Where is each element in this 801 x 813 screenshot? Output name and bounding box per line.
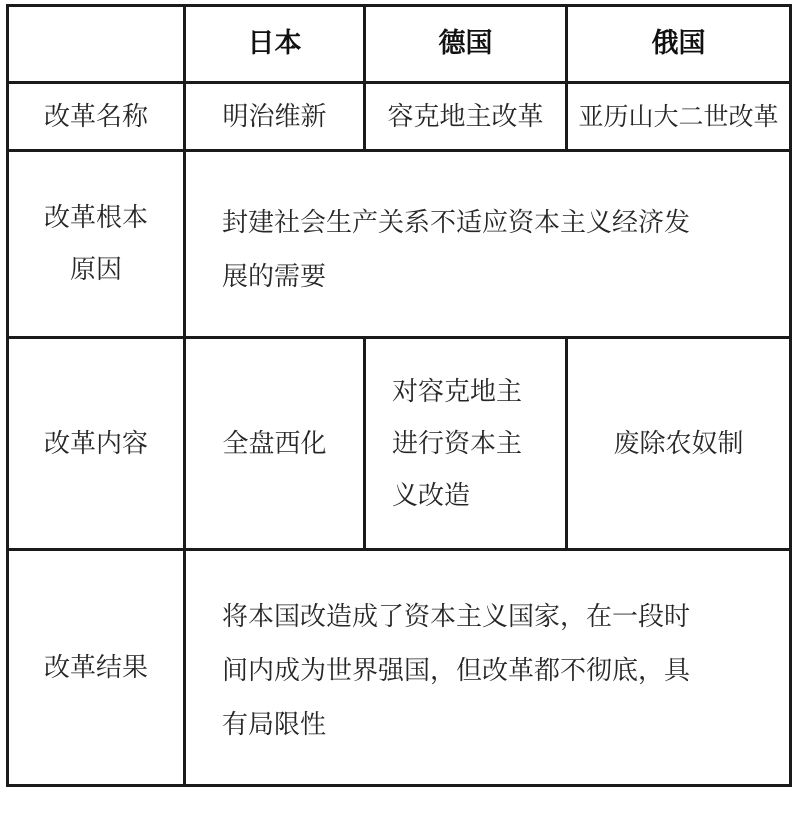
reform-result-text-line: 间内成为世界强国，但改革都不彻底，具 [222, 656, 691, 686]
reform-name-germany: 容克地主改革 [387, 101, 544, 132]
header-germany: 德国 [438, 28, 493, 59]
reform-result-text [222, 590, 782, 752]
reform-content-germany [366, 339, 565, 548]
table-border-right [789, 4, 792, 787]
root-cause-label-line: 改革根本 [43, 203, 148, 233]
row-label-reform-name: 改革名称 [43, 101, 148, 132]
reform-name-japan: 明治维新 [222, 101, 327, 132]
row-label-root-cause [9, 152, 183, 336]
row-label-reform-result: 改革结果 [43, 652, 148, 683]
reform-name-russia: 亚历山大二世改革 [578, 101, 779, 131]
row-label-reform-content: 改革内容 [43, 428, 148, 459]
reform-content-japan: 全盘西化 [222, 428, 327, 459]
reform-content-russia: 废除农奴制 [613, 428, 744, 459]
reform-result-text-line: 将本国改造成了资本主义国家，在一段时 [222, 602, 691, 632]
reform-content-germany-line: 对容克地主 [392, 376, 523, 407]
root-cause-text-line: 封建社会生产关系不适应资本主义经济发 [222, 208, 691, 238]
table-border-bottom [6, 784, 792, 787]
header-russia: 俄国 [651, 28, 706, 59]
reform-content-germany-line: 义改造 [392, 480, 471, 511]
reform-result-text-line: 有局限性 [222, 710, 327, 740]
header-corner [9, 7, 183, 81]
root-cause-text [222, 196, 782, 304]
reform-content-germany-line: 进行资本主 [392, 428, 523, 459]
header-japan: 日本 [247, 28, 302, 59]
root-cause-text-line: 展的需要 [222, 262, 327, 292]
root-cause-label-line: 原因 [69, 255, 122, 285]
